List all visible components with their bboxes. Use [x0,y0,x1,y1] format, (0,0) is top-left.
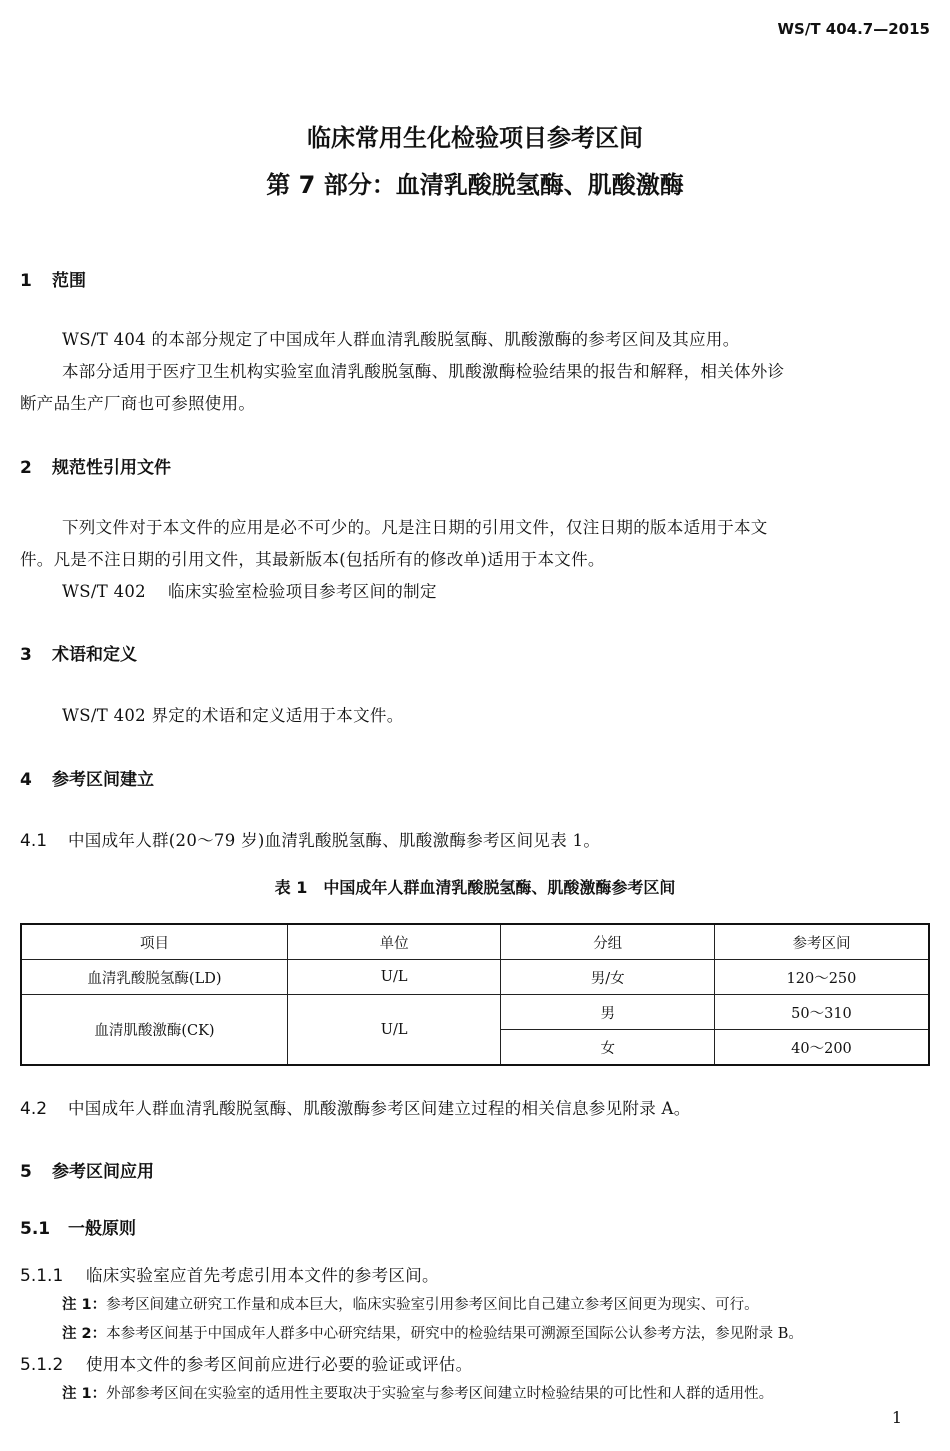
table-caption: 表 1 中国成年人群血清乳酸脱氢酶、肌酸激酶参考区间 [274,878,676,897]
section-number: 4 [20,770,32,790]
section-title: 参考区间应用 [52,1162,154,1182]
paragraph-continuation: 件。凡是不注日期的引用文件，其最新版本(包括所有的修改单)适用于本文件。 [20,550,605,569]
note-label: 注 1： [62,1297,107,1313]
cell-item: 血清肌酸激酶(CK) [21,995,287,1066]
note [62,1293,759,1314]
section-number: 5 [20,1162,32,1182]
cell-group: 男 [501,995,715,1030]
document-code: WS/T 404.7—2015 [777,20,930,38]
column-header: 分组 [501,924,715,960]
section-2-heading [20,453,171,478]
section-number: 3 [20,645,32,665]
section-number: 2 [20,458,32,478]
clause-number: 4.2 [20,1099,48,1119]
clause-5-1-1 [20,1262,439,1286]
cell-range: 50～310 [714,995,929,1030]
note-label: 注 2： [62,1326,107,1342]
clause-text: 使用本文件的参考区间前应进行必要的验证或评估。 [86,1355,473,1374]
clause-text: 临床实验室应首先考虑引用本文件的参考区间。 [86,1266,439,1285]
clause-5-1 [20,1214,136,1239]
paragraph: 本部分适用于医疗卫生机构实验室血清乳酸脱氢酶、肌酸激酶检验结果的报告和解释，相关体外诊 [62,362,785,381]
column-header: 单位 [287,924,501,960]
paragraph: 下列文件对于本文件的应用是必不可少的。凡是注日期的引用文件，仅注日期的版本适用于本文 [62,518,768,537]
page-number: 1 [891,1408,902,1427]
reference-code: WS/T 402 [62,582,146,601]
document-title-line2: 第 7 部分：血清乳酸脱氢酶、肌酸激酶 [266,171,684,199]
clause-number: 5.1 [20,1219,51,1239]
clause-number: 4.1 [20,831,48,851]
note-text: 本参考区间基于中国成年人群多中心研究结果，研究中的检验结果可溯源至国际公认参考方法，参见附录 B。 [106,1326,803,1342]
clause-4-2 [20,1095,691,1119]
clause-number: 5.1.2 [20,1355,64,1375]
section-1-heading [20,266,86,291]
section-title: 参考区间建立 [52,770,154,790]
column-header: 参考区间 [714,924,929,960]
section-number: 1 [20,271,32,291]
paragraph: WS/T 402 界定的术语和定义适用于本文件。 [62,706,404,725]
clause-title: 一般原则 [68,1219,136,1239]
table-row [21,960,929,995]
cell-group: 男/女 [501,960,715,995]
document-title-line1: 临床常用生化检验项目参考区间 [307,124,643,152]
cell-range: 120～250 [714,960,929,995]
cell-unit: U/L [287,995,501,1066]
column-header: 项目 [21,924,287,960]
section-title: 术语和定义 [52,645,137,665]
section-5-heading [20,1157,154,1182]
paragraph-continuation: 断产品生产厂商也可参照使用。 [20,394,256,413]
note [62,1382,773,1403]
note-label: 注 1： [62,1386,107,1402]
clause-4-1 [20,827,600,851]
reference-interval-table [20,923,930,1066]
cell-group: 女 [501,1030,715,1066]
paragraph: WS/T 404 的本部分规定了中国成年人群血清乳酸脱氢酶、肌酸激酶的参考区间及其应用。 [62,330,740,349]
cell-item: 血清乳酸脱氢酶(LD) [21,960,287,995]
table-row [21,995,929,1030]
clause-text: 中国成年人群(20～79 岁)血清乳酸脱氢酶、肌酸激酶参考区间见表 1。 [68,831,601,850]
note [62,1322,803,1343]
section-4-heading [20,765,154,790]
section-title: 范围 [52,271,86,291]
cell-range: 40～200 [714,1030,929,1066]
note-text: 外部参考区间在实验室的适用性主要取决于实验室与参考区间建立时检验结果的可比性和人群的适用性。 [106,1386,774,1402]
reference-title: 临床实验室检验项目参考区间的制定 [167,582,437,601]
clause-number: 5.1.1 [20,1266,64,1286]
clause-5-1-2 [20,1351,472,1375]
table-header-row [21,924,929,960]
section-title: 规范性引用文件 [52,458,171,478]
cell-unit: U/L [287,960,501,995]
clause-text: 中国成年人群血清乳酸脱氢酶、肌酸激酶参考区间建立过程的相关信息参见附录 A。 [68,1099,691,1118]
normative-reference [62,578,437,602]
section-3-heading [20,640,137,665]
note-text: 参考区间建立研究工作量和成本巨大，临床实验室引用参考区间比自己建立参考区间更为现实、可行。 [106,1297,759,1313]
